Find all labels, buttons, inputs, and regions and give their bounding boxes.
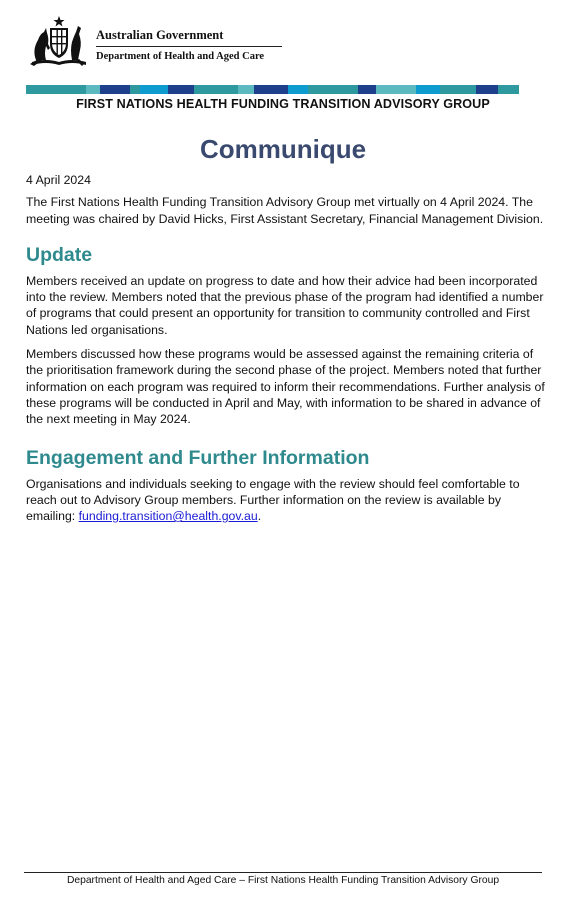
government-branding [96, 28, 282, 63]
band-segment [254, 85, 288, 94]
band-segment [86, 85, 100, 94]
band-segment [288, 85, 308, 94]
department-name: Department of Health and Aged Care [96, 51, 265, 62]
band-segment [26, 85, 86, 94]
band-segment [476, 85, 498, 94]
update-paragraph-1: Members received an update on progress to date and how their advice had been incorporated into the review. Members noted that the previous phase of the program had identified a number of programs that could present an opportunity for transition to community controlled and First Nations led organisations. [26, 273, 544, 337]
band-segment [100, 85, 130, 94]
band-segment [416, 85, 440, 94]
intro-paragraph: The First Nations Health Funding Transition Advisory Group met virtually on 4 April 2024. The meeting was chaired by David Hicks, First Assistant Secretary, Financial Management Division. [26, 195, 544, 226]
band-segment [358, 85, 376, 94]
update-heading: Update [26, 243, 93, 266]
decorative-color-band [26, 85, 539, 94]
engagement-paragraph [26, 476, 546, 525]
band-segment [238, 85, 254, 94]
band-segment [130, 85, 140, 94]
band-segment [498, 85, 519, 94]
band-segment [168, 85, 194, 94]
footer-divider [24, 872, 542, 873]
band-segment [308, 85, 358, 94]
meeting-date: 4 April 2024 [26, 173, 91, 187]
advisory-group-title: FIRST NATIONS HEALTH FUNDING TRANSITION ADVISORY GROUP [76, 97, 490, 111]
band-segment [440, 85, 476, 94]
page-footer: Department of Health and Aged Care – First Nations Health Funding Transition Advisory Group [66, 875, 500, 886]
engagement-text-end: . [257, 509, 262, 524]
engagement-text: Organisations and individuals seeking to engage with the review should feel comfortable to reach out to Advisory Group members. Further information on the review is available by emailing: [26, 476, 520, 524]
engagement-heading: Engagement and Further Information [26, 446, 370, 469]
coat-of-arms-icon [26, 14, 92, 68]
band-segment [140, 85, 168, 94]
document-body [26, 172, 546, 532]
header [26, 14, 546, 74]
band-segment [194, 85, 238, 94]
government-name: Australian Government [96, 28, 224, 42]
band-segment [376, 85, 416, 94]
branding-divider [96, 46, 282, 47]
update-paragraph-2: Members discussed how these programs would be assessed against the remaining criteria of the prioritisation framework during the second phase of the project. Members noted that further information on each program was required to inform their recommendations. Further analysis of these programs will be conducted in April and May, with information to be shared in advance of the next meeting in May 2024. [26, 347, 545, 427]
contact-email-link[interactable]: funding.transition@health.gov.au [78, 509, 258, 524]
document-title: Communique [199, 134, 367, 164]
